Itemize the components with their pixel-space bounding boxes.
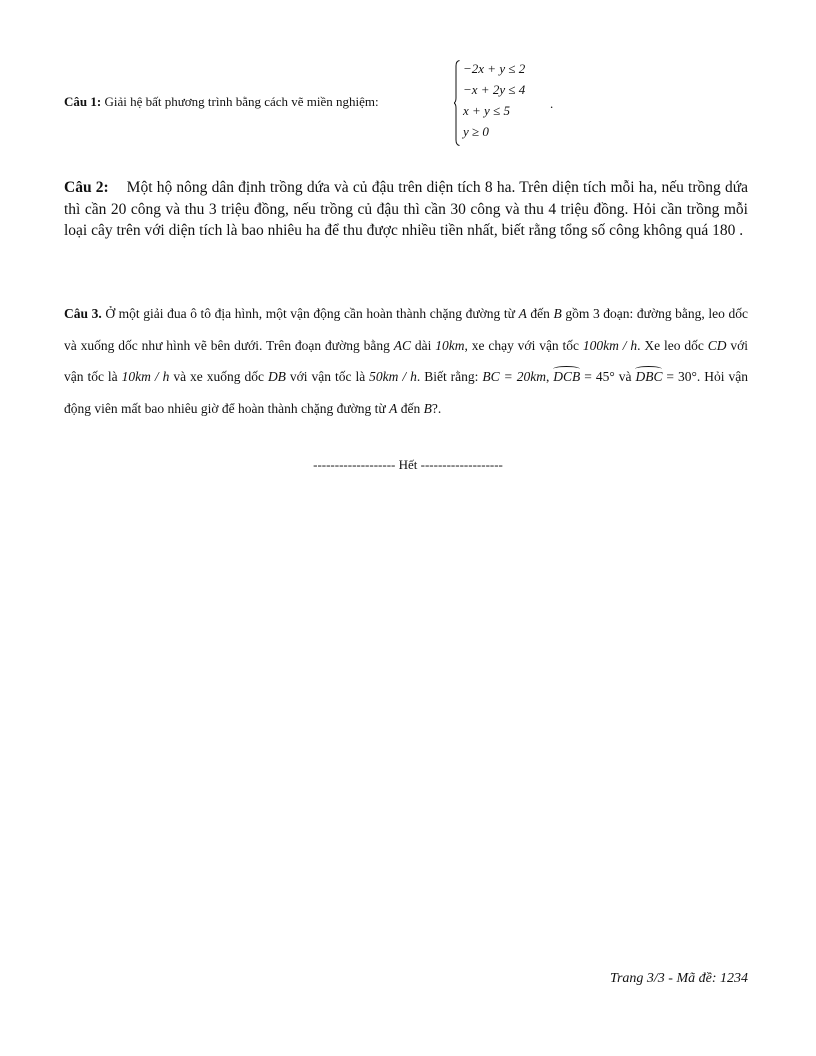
point-a: A xyxy=(389,400,398,416)
point-a: A xyxy=(518,306,527,321)
question-1-label: Câu 1: xyxy=(64,94,102,109)
question-2-text: Một hộ nông dân định trồng dứa và củ đậu trên diện tích 8 ha. Trên diện tích mỗi ha, nếu trồng dứa thì cần 20 công và thu 3 triệu đồng, nếu trồng củ đậu thì cần 30 công và thu 4 triệu đồng. Hỏi cần trồng mỗi loại cây trên với diện tích là bao nhiêu ha để thu được nhiều tiền nhất, biết rằng tổng số công không quá 180 . xyxy=(64,179,748,239)
text-span: . Biết rằng: xyxy=(416,369,483,384)
question-3-label: Câu 3. xyxy=(64,306,102,321)
inequality-2: −x + 2y ≤ 4 xyxy=(463,82,526,97)
question-1-text: Giải hệ bất phương trình bằng cách vẽ miền nghiệm: xyxy=(101,94,379,109)
system-period: . xyxy=(550,96,554,111)
question-3 xyxy=(64,298,748,424)
length-ac: 10km xyxy=(435,337,465,353)
angle-dcb-value: = 45° xyxy=(580,369,615,384)
text-span: dài xyxy=(411,337,436,353)
end-marker: ------------------- Hết ------------------- xyxy=(313,457,503,472)
angle-dcb: DCB xyxy=(553,361,580,393)
text-span: , xyxy=(545,369,554,384)
text-span: đến xyxy=(397,400,424,416)
question-3-text: Ở một giải đua ô tô địa hình, một vận động cần hoàn thành chặng đường từ xyxy=(101,306,519,321)
segment-db: DB xyxy=(267,369,286,384)
angle-dbc-value: = 30° xyxy=(662,369,697,384)
point-b: B xyxy=(553,306,562,321)
question-2 xyxy=(64,177,748,242)
segment-ac: AC xyxy=(393,337,411,353)
text-span: , xe chạy với vận tốc xyxy=(464,337,583,353)
text-span: đến xyxy=(526,306,554,321)
inequality-3: x + y ≤ 5 xyxy=(463,103,510,118)
text-span: và xyxy=(614,369,636,384)
text-span: ?. xyxy=(431,400,442,416)
text-span: . Hỏi vận động viên mất bao nhiêu giờ để hoàn thành chặng đường từ xyxy=(64,369,748,416)
inequality-4: y ≥ 0 xyxy=(463,124,489,139)
angle-dbc: DBC xyxy=(635,361,662,393)
text-span: và xe xuống dốc xyxy=(169,369,268,384)
system-brace xyxy=(454,60,460,146)
text-span: gồm 3 đoạn: đường bằng, leo dốc và xuống dốc như hình vẽ bên dưới. Trên đoạn đường bằng xyxy=(64,306,748,353)
inequality-system xyxy=(463,58,525,142)
page-footer: Trang 3/3 - Mã đề: 1234 xyxy=(609,971,748,986)
length-bc: BC = 20km xyxy=(482,369,546,384)
speed-ac: 100km / h xyxy=(582,337,638,353)
question-1-prompt xyxy=(64,94,379,110)
text-span: với vận tốc là xyxy=(64,337,749,384)
inequality-1: −2x + y ≤ 2 xyxy=(463,61,526,76)
speed-cd: 10km / h xyxy=(121,369,170,384)
speed-db: 50km / h xyxy=(369,369,417,384)
point-b: B xyxy=(423,400,432,416)
question-2-label: Câu 2: xyxy=(64,179,109,196)
segment-cd: CD xyxy=(707,337,727,353)
question-1 xyxy=(64,58,748,150)
text-span: . Xe leo dốc xyxy=(637,337,708,353)
text-span: với vận tốc là xyxy=(285,369,370,384)
